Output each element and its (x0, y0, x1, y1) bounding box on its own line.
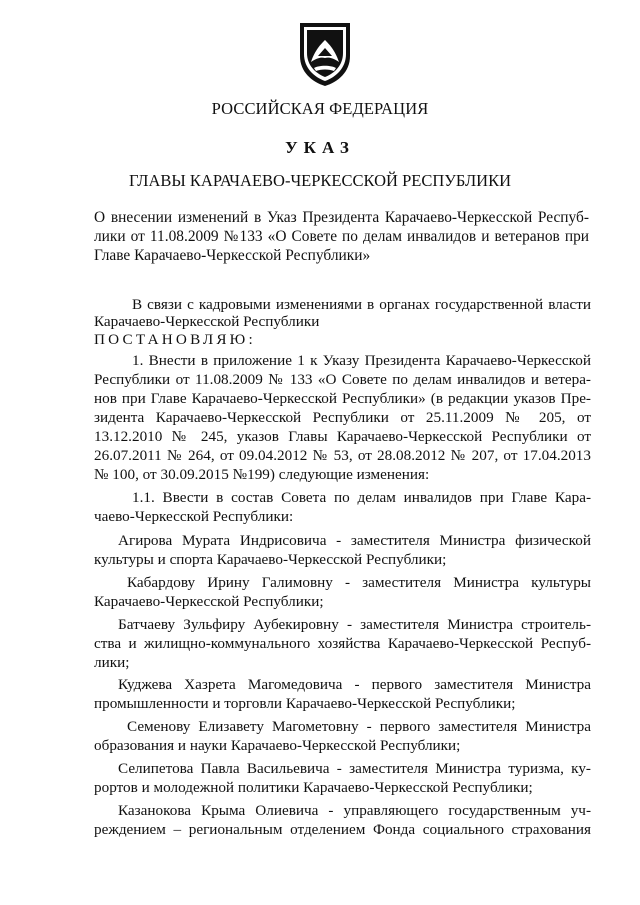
person-entry: Семенову Елизавету Магометовну - первого заместителя Министра (127, 718, 591, 735)
person-entry: ства и жилищно-коммунального хозяйства Карачаево-Черкесской Респуб- (94, 635, 591, 652)
person-entry: рортов и молодежной политики Карачаево-Черкесской Республики; (94, 779, 533, 796)
person-entry: реждением – региональным отделением Фонда социального страхования (94, 821, 591, 838)
subject-line: лики от 11.08.2009 №133 «О Совете по делам инвалидов и ветеранов при (94, 228, 589, 245)
person-entry: Батчаеву Зульфиру Аубекировну - заместителя Министра строитель- (118, 616, 591, 633)
intro-line: В связи с кадровыми изменениями в органах государственной власти (132, 296, 591, 313)
coat-of-arms-icon (296, 20, 354, 88)
person-entry: Кабардову Ирину Галимовну - заместителя Министра культуры (127, 574, 591, 591)
subject-line: Главе Карачаево-Черкесской Республики» (94, 247, 371, 264)
subject-line: О внесении изменений в Указ Президента Карачаево-Черкесской Респуб- (94, 209, 589, 226)
person-entry: Селипетова Павла Васильевича - заместителя Министра туризма, ку- (118, 760, 591, 777)
document-type-heading: УКАЗ (285, 138, 355, 157)
paragraph-line: 1. Внести в приложение 1 к Указу Президента Карачаево-Черкесской (132, 352, 591, 369)
person-entry: промышленности и торговли Карачаево-Черкесской Республики; (94, 695, 516, 712)
person-entry: культуры и спорта Карачаево-Черкесской Республики; (94, 551, 447, 568)
paragraph-line: нов при Главе Карачаево-Черкесской Республики» (в редакции указов Пре- (94, 390, 591, 407)
paragraph-line: 13.12.2010 № 245, указов Главы Карачаево-Черкесской Республики от (94, 428, 591, 445)
decree-word: ПОСТАНОВЛЯЮ: (94, 331, 256, 348)
person-entry: лики; (94, 654, 130, 671)
country-heading: РОССИЙСКАЯ ФЕДЕРАЦИЯ (211, 99, 429, 118)
paragraph-line: Республики от 11.08.2009 № 133 «О Совете по делам инвалидов и ветера- (94, 371, 591, 388)
intro-line: Карачаево-Черкесской Республики (94, 313, 320, 330)
person-entry: образования и науки Карачаево-Черкесской Республики; (94, 737, 461, 754)
person-entry: Карачаево-Черкесской Республики; (94, 593, 324, 610)
paragraph-line: 1.1. Ввести в состав Совета по делам инвалидов при Главе Кара- (132, 489, 591, 506)
paragraph-line: № 100, от 30.09.2015 №199) следующие изменения: (94, 466, 430, 483)
paragraph-line: чаево-Черкесской Республики: (94, 508, 294, 525)
paragraph-line: 26.07.2011 № 264, от 09.04.2012 № 53, от 28.08.2012 № 207, от 17.04.2013 (94, 447, 591, 464)
issuer-heading: ГЛАВЫ КАРАЧАЕВО-ЧЕРКЕССКОЙ РЕСПУБЛИКИ (128, 171, 512, 190)
paragraph-line: зидента Карачаево-Черкесской Республики от 25.11.2009 № 205, от (94, 409, 591, 426)
person-entry: Агирова Мурата Индрисовича - заместителя Министра физической (118, 532, 591, 549)
person-entry: Казанокова Крыма Олиевича - управляющего государственным уч- (118, 802, 591, 819)
person-entry: Куджева Хазрета Магомедовича - первого заместителя Министра (118, 676, 591, 693)
